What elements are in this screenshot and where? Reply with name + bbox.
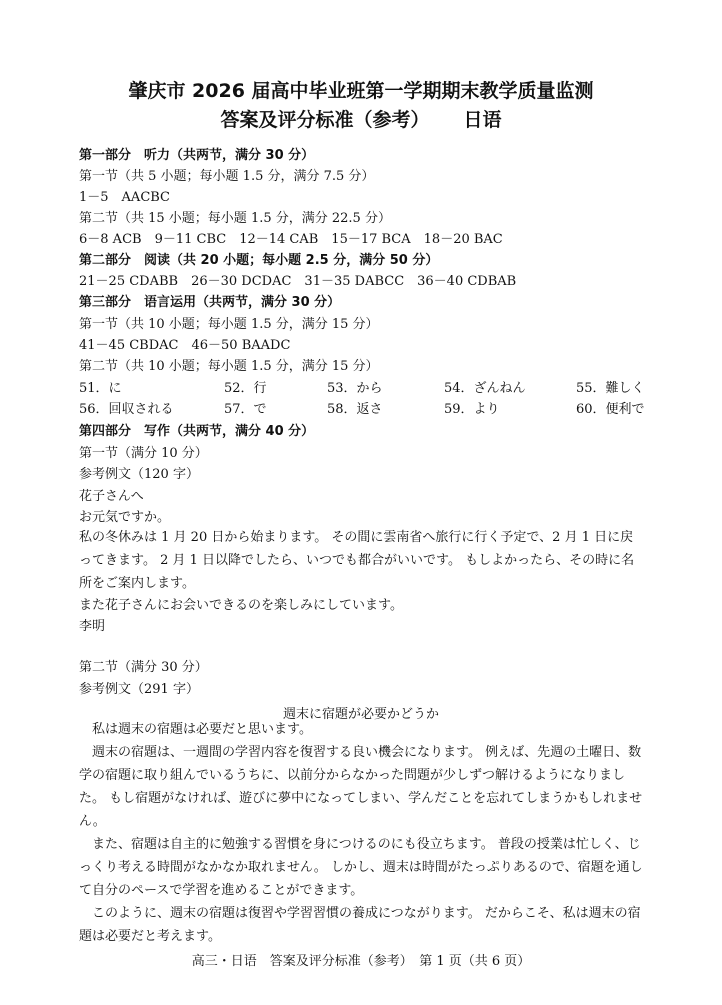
part1-section2-answers: 6－8 ACB 9－11 CBC 12－14 CAB 15－17 BCA 18－20 BAC [79,232,503,247]
letter-signature: 李明 [79,619,106,634]
part1-section1-answers: 1－5 AACBC [79,190,171,205]
subtitle-subject: 日语 [463,109,502,131]
part4-section1: 第一节（满分 10 分） [79,446,208,461]
fill-answer-57: 57．で [224,402,267,417]
essay-paragraph-1: 私は週末の宿題は必要だと思います。 [92,722,312,737]
essay-paragraph-4: このように、週末の宿題は復習や学習習慣の養成につながります。 だからこそ、私は週末の宿題は必要だと考えます。 [79,906,641,944]
fill-answer-51: 51．に [79,381,122,396]
fill-answer-53: 53．から [327,381,383,396]
subtitle-answer-key: 答案及评分标准（参考） [220,109,430,131]
part4-section1-reference: 参考例文（120 字） [79,467,199,482]
letter-greeting: 花子さんへ [79,489,144,504]
part2-heading: 第二部分 阅读（共 20 小题；每小题 2.5 分，满分 50 分） [79,253,439,268]
fill-answer-55: 55．難しく [576,381,645,396]
fill-answer-59: 59．より [444,402,500,417]
essay-paragraph-3: また、宿題は自主的に勉強する習慣を身につけるのにも役立ちます。 普段の授業は忙しく、じっくり考える時間がなかなか取れません。 しかし、週末は時間がたっぷりあるので、宿題を通して自分のペースで学習を進めることができます。 [79,837,643,898]
part4-section2-reference: 参考例文（291 字） [79,682,199,697]
part4-section2: 第二节（满分 30 分） [79,660,208,675]
fill-answer-52: 52．行 [224,381,267,396]
fill-answer-54: 54．ざんねん [444,381,526,396]
letter-line: お元気ですか。 [79,510,171,525]
essay-title: 週末に宿題が必要かどうか [282,707,439,722]
page-footer: 高三・日语 答案及评分标准（参考） 第 1 页（共 6 页） [191,954,531,969]
fill-answer-58: 58．返さ [327,402,383,417]
essay-paragraph-2: 週末の宿題は、一週間の学習内容を復習する良い機会になります。 例えば、先週の土曜日、数学の宿題に取り組んでいるうちに、以前分からなかった問題が少しずつ解けるようになりました。 もし宿題がなければ、遊びに夢中になってしまい、学んだことを忘れてしまうかもしれません。 [79,745,643,829]
document-title: 肇庆市 2026 届高中毕业班第一学期期末教学质量监测 [128,80,594,102]
part1-section1: 第一节（共 5 小题；每小题 1.5 分，满分 7.5 分） [79,169,375,184]
part3-section1-answers: 41－45 CBDAC 46－50 BAADC [79,338,291,353]
part3-section1: 第一节（共 10 小题；每小题 1.5 分，满分 15 分） [79,317,379,332]
document-subtitle [0,105,722,132]
part3-section2: 第二节（共 10 小题；每小题 1.5 分，满分 15 分） [79,359,379,374]
part2-answers: 21－25 CDABB 26－30 DCDAC 31－35 DABCC 36－40 CDBAB [79,274,517,289]
part3-heading: 第三部分 语言运用（共两节，满分 30 分） [79,295,341,310]
part4-heading: 第四部分 写作（共两节，满分 40 分） [79,424,315,439]
part1-section2: 第二节（共 15 小题；每小题 1.5 分，满分 22.5 分） [79,211,391,226]
fill-answer-60: 60．便利で [576,402,645,417]
letter-closing: また花子さんにお会いできるのを楽しみにしています。 [79,598,403,613]
fill-answer-56: 56．回収される [79,402,174,417]
letter-body: 私の冬休みは 1 月 20 日から始まります。 その間に雲南省へ旅行に行く予定で、2 月 1 日に戻ってきます。 2 月 1 日以降でしたら、いつでも都合がいいです。 もしよかったら、その時に名所をご案内します。 [79,530,635,591]
part1-heading: 第一部分 听力（共两节，满分 30 分） [79,148,315,163]
